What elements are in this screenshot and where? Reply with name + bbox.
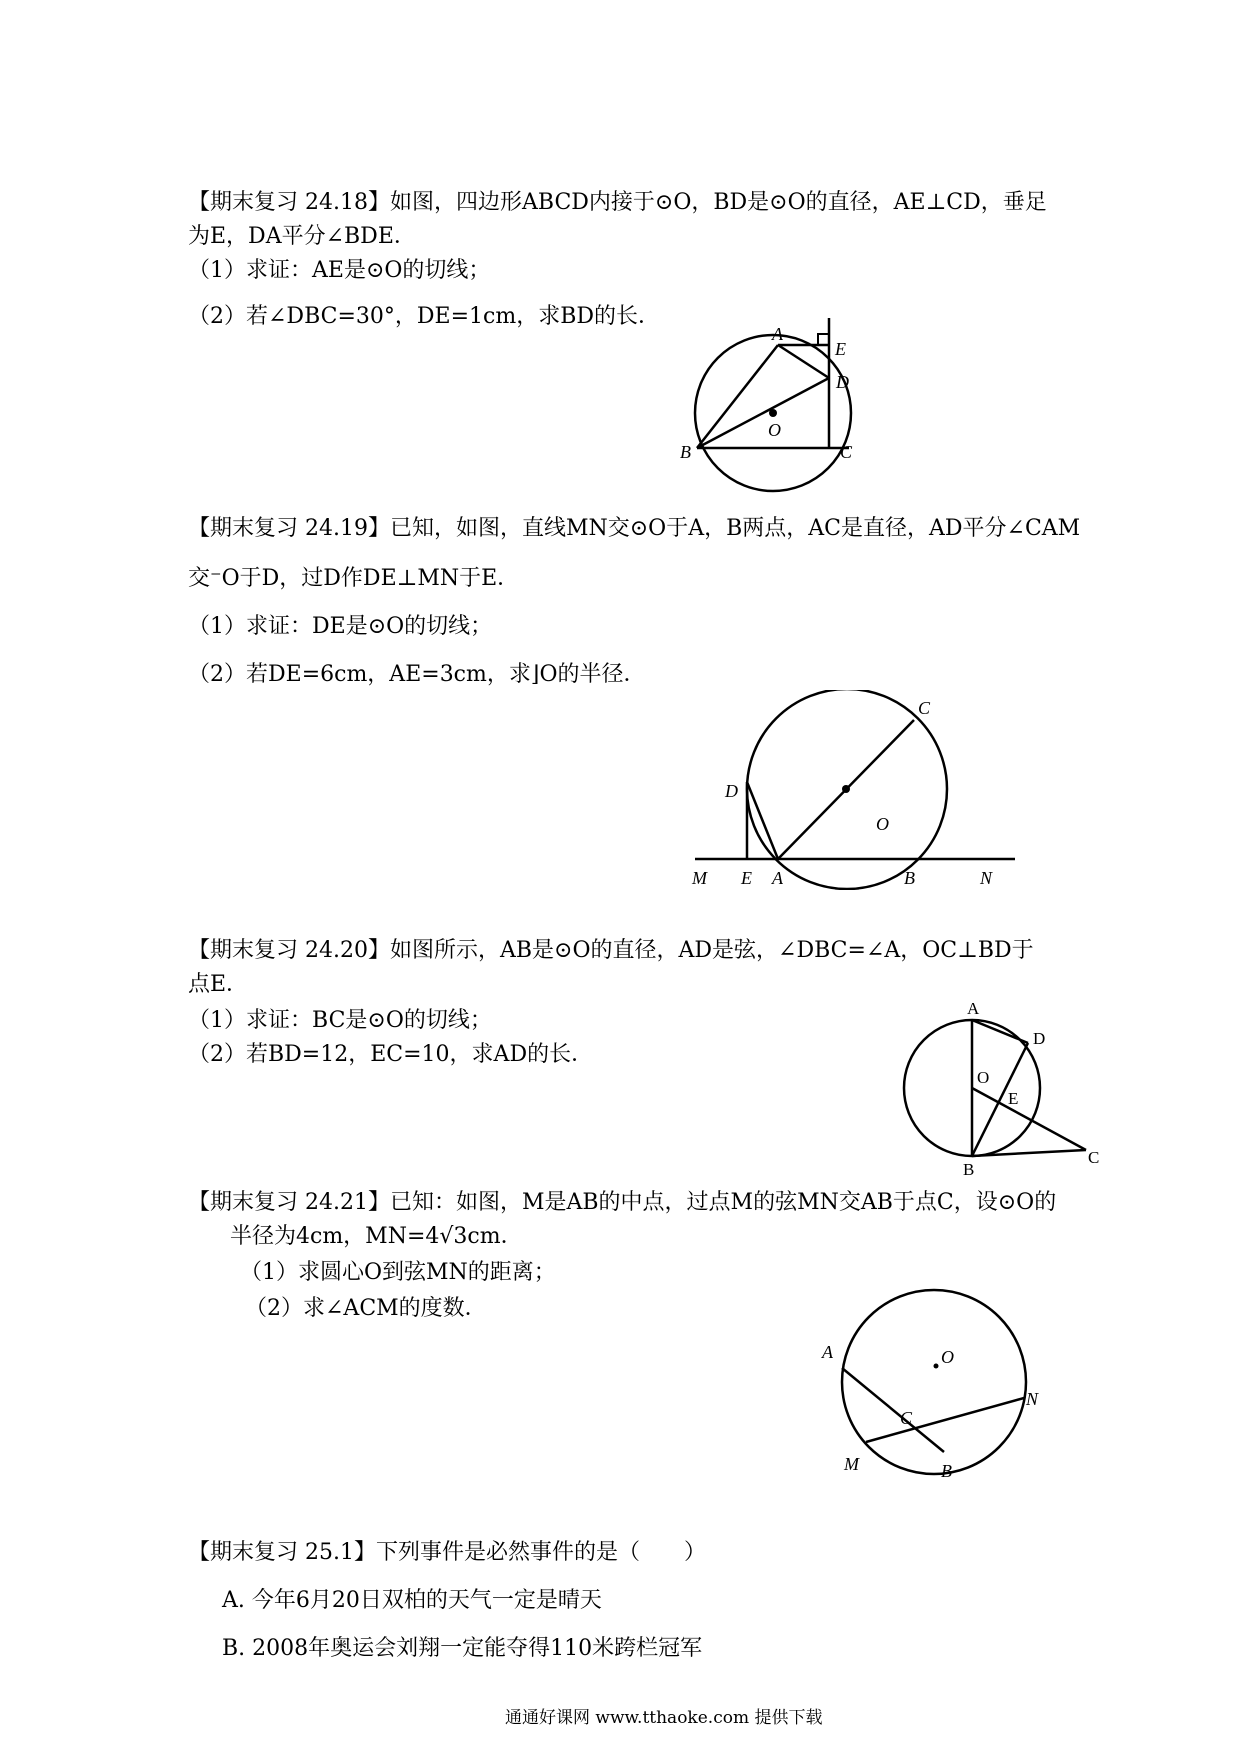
label-D: D <box>1033 1029 1046 1048</box>
problem-24-19-part-1: （1）求证：DE是⊙O的切线； <box>188 614 493 639</box>
label-C: C <box>918 698 931 718</box>
label-C: C <box>840 442 853 462</box>
label-D: D <box>725 781 738 801</box>
figure-24-18 <box>680 310 880 500</box>
label-B: B <box>963 1160 975 1179</box>
figure-24-21 <box>800 1270 1050 1490</box>
label-A: A <box>822 1342 833 1362</box>
problem-24-21-heading: 【期末复习 24.21】已知：如图，M是AB的中点，过点M的弦MN交AB于点C，设⊙O的 <box>188 1190 1057 1215</box>
problem-24-21-part-1: （1）求圆心O到弦MN的距离； <box>240 1260 556 1285</box>
label-C: C <box>900 1408 913 1428</box>
problem-25-1-option-a: A. 今年6月20日双柏的天气一定是晴天 <box>222 1588 602 1613</box>
label-N: N <box>1026 1389 1039 1409</box>
problem-24-20-part-2: （2）若BD=12，EC=10，求AD的长． <box>188 1042 594 1067</box>
label-B: B <box>904 868 915 888</box>
label-A: A <box>967 1000 980 1018</box>
label-O: O <box>876 814 889 834</box>
label-O: O <box>768 420 781 440</box>
problem-24-18-line-2: 为E，DA平分∠BDE． <box>188 224 416 249</box>
label-O: O <box>977 1068 990 1087</box>
figure-24-19 <box>680 690 1020 890</box>
figure-24-20 <box>900 1000 1120 1180</box>
problem-25-1-heading: 【期末复习 25.1】下列事件是必然事件的是（ ） <box>188 1540 706 1565</box>
label-E: E <box>741 868 752 888</box>
problem-24-20-part-1: （1）求证：BC是⊙O的切线； <box>188 1008 492 1033</box>
problem-25-1-option-b: B. 2008年奥运会刘翔一定能夺得110米跨栏冠军 <box>222 1636 703 1661</box>
label-A: A <box>772 324 783 344</box>
problem-24-18-part-1: （1）求证：AE是⊙O的切线； <box>188 258 491 283</box>
problem-24-19-part-2: （2）若DE=6cm，AE=3cm，求⌋O的半径． <box>188 662 646 687</box>
problem-24-18-heading: 【期末复习 24.18】如图，四边形ABCD内接于⊙O，BD是⊙O的直径，AE⊥CD，垂足 <box>188 190 1047 215</box>
label-N: N <box>980 868 993 888</box>
label-D: D <box>836 372 849 392</box>
problem-24-18-part-2: （2）若∠DBC=30°，DE=1cm，求BD的长． <box>188 304 661 329</box>
label-C: C <box>1088 1148 1100 1167</box>
problem-24-20-heading: 【期末复习 24.20】如图所示，AB是⊙O的直径，AD是弦，∠DBC=∠A，OC⊥BD于 <box>188 938 1034 963</box>
label-B: B <box>680 442 691 462</box>
problem-24-21-part-2: （2）求∠ACM的度数． <box>245 1296 487 1321</box>
label-M: M <box>844 1454 859 1474</box>
label-O: O <box>941 1347 954 1367</box>
problem-24-20-line-2: 点E． <box>188 972 249 997</box>
label-M: M <box>692 868 707 888</box>
problem-24-19-heading: 【期末复习 24.19】已知，如图，直线MN交⊙O于A，B两点，AC是直径，AD平分∠CAM <box>188 516 1081 541</box>
problem-24-21-line-2: 半径为4cm，MN=4√3cm． <box>230 1224 523 1249</box>
label-B: B <box>941 1461 952 1481</box>
label-A: A <box>772 868 783 888</box>
problem-24-19-line-2: 交⁻O于D，过D作DE⊥MN于E． <box>188 566 520 591</box>
label-E: E <box>1008 1089 1019 1108</box>
label-E: E <box>835 339 846 359</box>
page-footer: 通通好课网 www.tthaoke.com 提供下载 <box>505 1708 823 1728</box>
